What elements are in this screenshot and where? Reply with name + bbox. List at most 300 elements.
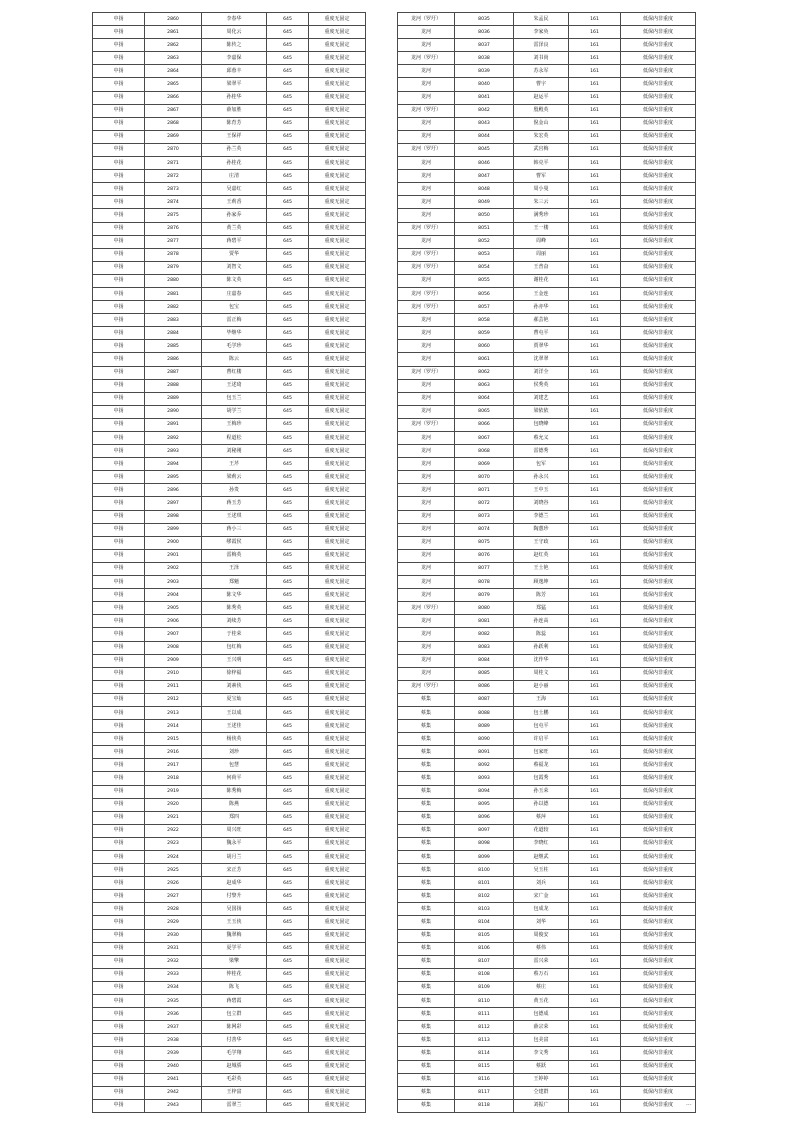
region-cell: 龙河 xyxy=(398,654,455,667)
category-cell: 低保内非重度 xyxy=(621,576,696,589)
amount-cell: 161 xyxy=(569,968,621,981)
amount-cell: 161 xyxy=(569,837,621,850)
table-row xyxy=(93,733,366,746)
name-cell: 郝芸艳 xyxy=(514,314,569,327)
region-cell: 龙河（罗圩） xyxy=(398,104,455,117)
table-row xyxy=(398,903,696,916)
name-cell: 孙永兴 xyxy=(514,471,569,484)
table-row xyxy=(93,340,366,353)
region-cell: 蔡集 xyxy=(398,824,455,837)
table-row xyxy=(93,157,366,170)
table-row xyxy=(93,458,366,471)
id-cell: 2902 xyxy=(145,562,202,575)
region-cell: 中扬 xyxy=(93,929,145,942)
table-row xyxy=(93,746,366,759)
amount-cell: 645 xyxy=(267,261,309,274)
amount-cell: 645 xyxy=(267,1021,309,1034)
region-cell: 中扬 xyxy=(93,340,145,353)
name-cell: 刘珍 xyxy=(202,746,267,759)
id-cell: 2894 xyxy=(145,458,202,471)
id-cell: 8108 xyxy=(455,968,514,981)
category-cell: 重度无固定 xyxy=(309,733,366,746)
region-cell: 中扬 xyxy=(93,995,145,1008)
id-cell: 8062 xyxy=(455,366,514,379)
region-cell: 中扬 xyxy=(93,405,145,418)
region-cell: 中扬 xyxy=(93,733,145,746)
category-cell: 重度无固定 xyxy=(309,981,366,994)
region-cell: 龙河 xyxy=(398,549,455,562)
category-cell: 重度无固定 xyxy=(309,536,366,549)
region-cell: 中扬 xyxy=(93,785,145,798)
id-cell: 2891 xyxy=(145,418,202,431)
category-cell: 重度无固定 xyxy=(309,235,366,248)
table-row xyxy=(398,811,696,824)
category-cell: 低保内非重度 xyxy=(621,1073,696,1086)
table-row xyxy=(398,235,696,248)
id-cell: 8070 xyxy=(455,471,514,484)
id-cell: 2941 xyxy=(145,1073,202,1086)
name-cell: 朱孟民 xyxy=(514,13,569,26)
amount-cell: 161 xyxy=(569,104,621,117)
amount-cell: 645 xyxy=(267,746,309,759)
right-table xyxy=(397,12,696,1113)
name-cell: 孙玉荣 xyxy=(514,785,569,798)
category-cell: 重度无固定 xyxy=(309,104,366,117)
id-cell: 2893 xyxy=(145,445,202,458)
category-cell: 低保内非重度 xyxy=(621,157,696,170)
amount-cell: 161 xyxy=(569,720,621,733)
region-cell: 蔡集 xyxy=(398,693,455,706)
name-cell: 王述佳 xyxy=(202,720,267,733)
region-cell: 中扬 xyxy=(93,641,145,654)
region-cell: 中扬 xyxy=(93,968,145,981)
region-cell: 中扬 xyxy=(93,366,145,379)
region-cell: 中扬 xyxy=(93,851,145,864)
table-row xyxy=(93,78,366,91)
table-row xyxy=(93,929,366,942)
table-row xyxy=(93,248,366,261)
region-cell: 龙河 xyxy=(398,392,455,405)
id-cell: 2933 xyxy=(145,968,202,981)
id-cell: 2872 xyxy=(145,170,202,183)
table-row xyxy=(93,851,366,864)
region-cell: 龙河 xyxy=(398,667,455,680)
name-cell: 周丽 xyxy=(514,248,569,261)
amount-cell: 161 xyxy=(569,759,621,772)
region-cell: 中扬 xyxy=(93,484,145,497)
id-cell: 2883 xyxy=(145,314,202,327)
id-cell: 2880 xyxy=(145,274,202,287)
id-cell: 2890 xyxy=(145,405,202,418)
name-cell: 刘素侠 xyxy=(202,680,267,693)
table-row xyxy=(93,104,366,117)
id-cell: 8098 xyxy=(455,837,514,850)
id-cell: 8115 xyxy=(455,1060,514,1073)
region-cell: 蔡集 xyxy=(398,1008,455,1021)
category-cell: 低保内非重度 xyxy=(621,314,696,327)
region-cell: 中扬 xyxy=(93,39,145,52)
region-cell: 中扬 xyxy=(93,1047,145,1060)
region-cell: 中扬 xyxy=(93,248,145,261)
table-row xyxy=(398,693,696,706)
name-cell: 蔡万石 xyxy=(514,968,569,981)
amount-cell: 645 xyxy=(267,379,309,392)
id-cell: 8040 xyxy=(455,78,514,91)
id-cell: 8112 xyxy=(455,1021,514,1034)
region-cell: 中扬 xyxy=(93,837,145,850)
amount-cell: 645 xyxy=(267,366,309,379)
id-cell: 8094 xyxy=(455,785,514,798)
amount-cell: 161 xyxy=(569,91,621,104)
name-cell: 蒋碧平 xyxy=(202,235,267,248)
id-cell: 8107 xyxy=(455,955,514,968)
id-cell: 2885 xyxy=(145,340,202,353)
region-cell: 龙河 xyxy=(398,562,455,575)
id-cell: 2912 xyxy=(145,693,202,706)
id-cell: 2936 xyxy=(145,1008,202,1021)
name-cell: 蔡福龙 xyxy=(514,759,569,772)
amount-cell: 645 xyxy=(267,759,309,772)
amount-cell: 645 xyxy=(267,26,309,39)
amount-cell: 645 xyxy=(267,222,309,235)
category-cell: 低保内非重度 xyxy=(621,209,696,222)
name-cell: 宋广金 xyxy=(514,890,569,903)
amount-cell: 161 xyxy=(569,549,621,562)
region-cell: 蔡集 xyxy=(398,837,455,850)
table-row xyxy=(398,117,696,130)
category-cell: 低保内非重度 xyxy=(621,615,696,628)
region-cell: 中扬 xyxy=(93,746,145,759)
category-cell: 低保内非重度 xyxy=(621,641,696,654)
id-cell: 8066 xyxy=(455,418,514,431)
table-row xyxy=(93,274,366,287)
name-cell: 周小曼 xyxy=(514,183,569,196)
table-row xyxy=(398,248,696,261)
region-cell: 中扬 xyxy=(93,314,145,327)
table-row xyxy=(93,824,366,837)
name-cell: 沈翠翠 xyxy=(514,353,569,366)
id-cell: 2930 xyxy=(145,929,202,942)
id-cell: 8069 xyxy=(455,458,514,471)
region-cell: 蔡集 xyxy=(398,929,455,942)
name-cell: 王莉香 xyxy=(202,196,267,209)
region-cell: 中扬 xyxy=(93,26,145,39)
id-cell: 2916 xyxy=(145,746,202,759)
region-cell: 龙河 xyxy=(398,445,455,458)
category-cell: 重度无固定 xyxy=(309,628,366,641)
name-cell: 顾逸坤 xyxy=(514,576,569,589)
id-cell: 2909 xyxy=(145,654,202,667)
category-cell: 低保内非重度 xyxy=(621,353,696,366)
id-cell: 8036 xyxy=(455,26,514,39)
category-cell: 低保内非重度 xyxy=(621,26,696,39)
table-row xyxy=(398,877,696,890)
category-cell: 重度无固定 xyxy=(309,170,366,183)
category-cell: 低保内非重度 xyxy=(621,916,696,929)
table-row xyxy=(398,39,696,52)
amount-cell: 161 xyxy=(569,170,621,183)
category-cell: 重度无固定 xyxy=(309,785,366,798)
name-cell: 黄玉花 xyxy=(514,995,569,1008)
region-cell: 中扬 xyxy=(93,327,145,340)
category-cell: 低保内非重度 xyxy=(621,327,696,340)
name-cell: 魏翠梅 xyxy=(202,929,267,942)
amount-cell: 161 xyxy=(569,706,621,719)
name-cell: 王中玉 xyxy=(514,484,569,497)
name-cell: 包成龙 xyxy=(514,903,569,916)
amount-cell: 645 xyxy=(267,549,309,562)
name-cell: 李德兰 xyxy=(514,510,569,523)
category-cell: 重度无固定 xyxy=(309,510,366,523)
name-cell: 李晓红 xyxy=(514,837,569,850)
id-cell: 2907 xyxy=(145,628,202,641)
category-cell: 低保内非重度 xyxy=(621,680,696,693)
id-cell: 2935 xyxy=(145,995,202,1008)
category-cell: 重度无固定 xyxy=(309,903,366,916)
region-cell: 中扬 xyxy=(93,471,145,484)
region-cell: 龙河 xyxy=(398,536,455,549)
amount-cell: 161 xyxy=(569,248,621,261)
category-cell: 低保内非重度 xyxy=(621,274,696,287)
id-cell: 8077 xyxy=(455,562,514,575)
table-row xyxy=(93,602,366,615)
name-cell: 蒋玉芳 xyxy=(202,497,267,510)
table-row xyxy=(398,26,696,39)
name-cell: 梁翠平 xyxy=(202,78,267,91)
name-cell: 薛加胜 xyxy=(202,104,267,117)
region-cell: 中扬 xyxy=(93,1060,145,1073)
category-cell: 低保内非重度 xyxy=(621,720,696,733)
id-cell: 8063 xyxy=(455,379,514,392)
name-cell: 武官梅 xyxy=(514,143,569,156)
category-cell: 重度无固定 xyxy=(309,811,366,824)
id-cell: 8059 xyxy=(455,327,514,340)
category-cell: 重度无固定 xyxy=(309,143,366,156)
amount-cell: 161 xyxy=(569,1073,621,1086)
left-table xyxy=(92,12,366,1113)
table-row xyxy=(398,1034,696,1047)
amount-cell: 161 xyxy=(569,851,621,864)
region-cell: 龙河 xyxy=(398,327,455,340)
region-cell: 龙河（罗圩） xyxy=(398,366,455,379)
id-cell: 2910 xyxy=(145,667,202,680)
name-cell: 王一楼 xyxy=(514,222,569,235)
category-cell: 重度无固定 xyxy=(309,1034,366,1047)
amount-cell: 645 xyxy=(267,654,309,667)
id-cell: 8053 xyxy=(455,248,514,261)
amount-cell: 645 xyxy=(267,1073,309,1086)
amount-cell: 161 xyxy=(569,680,621,693)
region-cell: 龙河（罗圩） xyxy=(398,222,455,235)
region-cell: 中扬 xyxy=(93,274,145,287)
table-row xyxy=(93,693,366,706)
id-cell: 8071 xyxy=(455,484,514,497)
amount-cell: 645 xyxy=(267,837,309,850)
amount-cell: 161 xyxy=(569,183,621,196)
region-cell: 龙河 xyxy=(398,340,455,353)
table-row xyxy=(398,1086,696,1099)
table-row xyxy=(93,235,366,248)
category-cell: 低保内非重度 xyxy=(621,196,696,209)
table-row xyxy=(398,130,696,143)
region-cell: 中扬 xyxy=(93,65,145,78)
table-row xyxy=(398,523,696,536)
name-cell: 周峰 xyxy=(514,235,569,248)
name-cell: 王玉侠 xyxy=(202,916,267,929)
category-cell: 重度无固定 xyxy=(309,274,366,287)
table-row xyxy=(93,261,366,274)
amount-cell: 161 xyxy=(569,667,621,680)
table-row xyxy=(93,314,366,327)
table-row xyxy=(93,222,366,235)
id-cell: 8058 xyxy=(455,314,514,327)
category-cell: 重度无固定 xyxy=(309,327,366,340)
category-cell: 低保内非重度 xyxy=(621,693,696,706)
table-row xyxy=(398,955,696,968)
id-cell: 2914 xyxy=(145,720,202,733)
name-cell: 孙跃利 xyxy=(514,641,569,654)
amount-cell: 161 xyxy=(569,654,621,667)
name-cell: 郑猛 xyxy=(514,602,569,615)
region-cell: 中扬 xyxy=(93,432,145,445)
region-cell: 中扬 xyxy=(93,1008,145,1021)
table-row xyxy=(398,942,696,955)
name-cell: 刘续芳 xyxy=(202,615,267,628)
amount-cell: 645 xyxy=(267,877,309,890)
name-cell: 王梓富 xyxy=(202,1086,267,1099)
id-cell: 8081 xyxy=(455,615,514,628)
category-cell: 低保内非重度 xyxy=(621,117,696,130)
id-cell: 2862 xyxy=(145,39,202,52)
region-cell: 龙河 xyxy=(398,405,455,418)
category-cell: 重度无固定 xyxy=(309,1021,366,1034)
region-cell: 中扬 xyxy=(93,667,145,680)
id-cell: 2863 xyxy=(145,52,202,65)
id-cell: 2868 xyxy=(145,117,202,130)
table-row xyxy=(93,327,366,340)
category-cell: 低保内非重度 xyxy=(621,942,696,955)
name-cell: 包霞秀 xyxy=(514,772,569,785)
category-cell: 重度无固定 xyxy=(309,955,366,968)
table-row xyxy=(398,916,696,929)
region-cell: 蔡集 xyxy=(398,1086,455,1099)
id-cell: 8089 xyxy=(455,720,514,733)
name-cell: 周化云 xyxy=(202,26,267,39)
name-cell: 夏学平 xyxy=(202,942,267,955)
name-cell: 毕继华 xyxy=(202,327,267,340)
amount-cell: 161 xyxy=(569,484,621,497)
category-cell: 低保内非重度 xyxy=(621,130,696,143)
amount-cell: 161 xyxy=(569,1034,621,1047)
amount-cell: 645 xyxy=(267,340,309,353)
amount-cell: 161 xyxy=(569,641,621,654)
amount-cell: 161 xyxy=(569,693,621,706)
name-cell: 王海 xyxy=(514,693,569,706)
table-row xyxy=(398,287,696,300)
category-cell: 低保内非重度 xyxy=(621,955,696,968)
table-row xyxy=(398,157,696,170)
name-cell: 王泽 xyxy=(202,562,267,575)
id-cell: 2867 xyxy=(145,104,202,117)
region-cell: 龙河 xyxy=(398,353,455,366)
category-cell: 低保内非重度 xyxy=(621,968,696,981)
name-cell: 朱宏英 xyxy=(514,130,569,143)
category-cell: 低保内非重度 xyxy=(621,536,696,549)
amount-cell: 161 xyxy=(569,877,621,890)
category-cell: 重度无固定 xyxy=(309,497,366,510)
amount-cell: 645 xyxy=(267,143,309,156)
region-cell: 中扬 xyxy=(93,13,145,26)
id-cell: 8100 xyxy=(455,864,514,877)
table-row xyxy=(93,510,366,523)
id-cell: 8087 xyxy=(455,693,514,706)
table-row xyxy=(93,405,366,418)
amount-cell: 161 xyxy=(569,340,621,353)
id-cell: 8078 xyxy=(455,576,514,589)
amount-cell: 161 xyxy=(569,589,621,602)
region-cell: 蔡集 xyxy=(398,1099,455,1112)
region-cell: 中扬 xyxy=(93,942,145,955)
name-cell: 胡月兰 xyxy=(202,851,267,864)
region-cell: 中扬 xyxy=(93,523,145,536)
category-cell: 低保内非重度 xyxy=(621,864,696,877)
amount-cell: 161 xyxy=(569,798,621,811)
name-cell: 包玉兰 xyxy=(202,392,267,405)
id-cell: 2926 xyxy=(145,877,202,890)
id-cell: 8092 xyxy=(455,759,514,772)
id-cell: 2897 xyxy=(145,497,202,510)
table-row xyxy=(93,143,366,156)
amount-cell: 645 xyxy=(267,52,309,65)
table-row xyxy=(93,615,366,628)
table-row xyxy=(398,549,696,562)
amount-cell: 645 xyxy=(267,471,309,484)
table-row xyxy=(93,130,366,143)
region-cell: 蔡集 xyxy=(398,981,455,994)
table-row xyxy=(398,1047,696,1060)
amount-cell: 161 xyxy=(569,314,621,327)
category-cell: 低保内非重度 xyxy=(621,1008,696,1021)
region-cell: 龙河 xyxy=(398,91,455,104)
name-cell: 仲桂花 xyxy=(202,968,267,981)
id-cell: 8118 xyxy=(455,1099,514,1112)
category-cell: 重度无固定 xyxy=(309,798,366,811)
id-cell: 8109 xyxy=(455,981,514,994)
table-row xyxy=(93,536,366,549)
id-cell: 2934 xyxy=(145,981,202,994)
id-cell: 8072 xyxy=(455,497,514,510)
region-cell: 中扬 xyxy=(93,955,145,968)
table-row xyxy=(93,576,366,589)
id-cell: 2898 xyxy=(145,510,202,523)
id-cell: 2889 xyxy=(145,392,202,405)
category-cell: 低保内非重度 xyxy=(621,903,696,916)
id-cell: 8035 xyxy=(455,13,514,26)
table-row xyxy=(398,720,696,733)
category-cell: 低保内非重度 xyxy=(621,589,696,602)
id-cell: 8047 xyxy=(455,170,514,183)
amount-cell: 161 xyxy=(569,52,621,65)
table-row xyxy=(93,1021,366,1034)
category-cell: 低保内非重度 xyxy=(621,798,696,811)
category-cell: 低保内非重度 xyxy=(621,877,696,890)
table-row xyxy=(93,864,366,877)
id-cell: 2932 xyxy=(145,955,202,968)
region-cell: 蔡集 xyxy=(398,864,455,877)
name-cell: 何荷平 xyxy=(202,772,267,785)
category-cell: 低保内非重度 xyxy=(621,602,696,615)
amount-cell: 645 xyxy=(267,680,309,693)
